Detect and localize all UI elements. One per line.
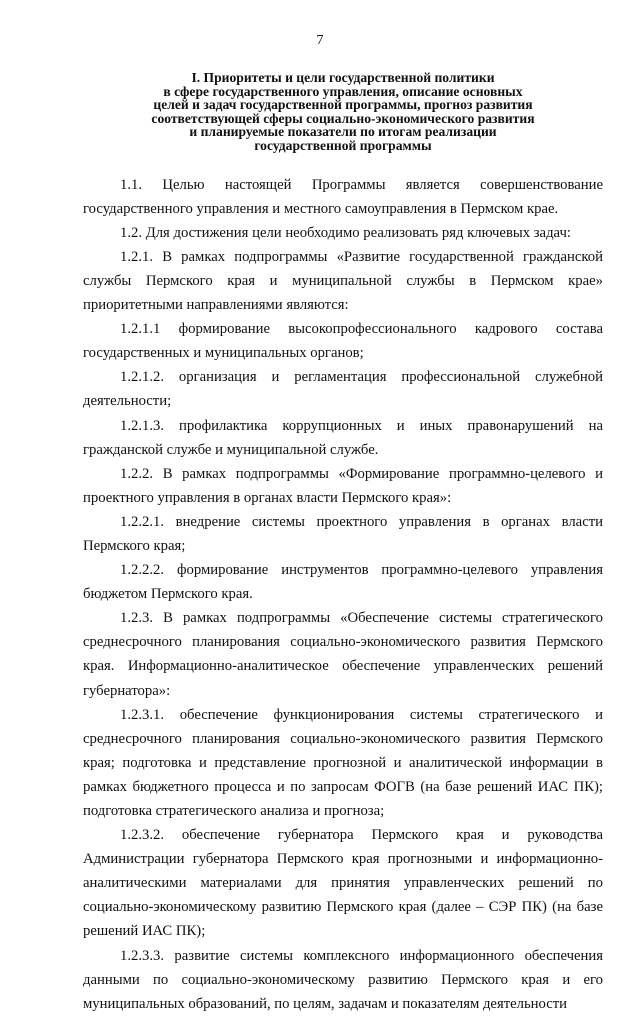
page-number: 7: [316, 33, 324, 48]
paragraph-1-2-1-1: 1.2.1.1 формирование высокопрофессионального кадрового состава государственных и муниципальных органов;: [83, 321, 603, 362]
paragraph-1-2-2: 1.2.2. В рамках подпрограммы «Формирование программно-целевого и проектного управления в органах власти Пермского края»:: [83, 465, 603, 506]
paragraph-1-2-2-2: 1.2.2.2. формирование инструментов программно-целевого управления бюджетом Пермского края.: [83, 562, 603, 603]
paragraph-1-1: 1.1. Целью настоящей Программы является совершенствование государственного управления и местного самоуправления в Пермском крае.: [83, 176, 603, 217]
paragraph-1-2-3-3: 1.2.3.3. развитие системы комплексного информационного обеспечения данными по социально-экономическому развитию Пермского края и его муниципальных образований, по целям, задачам и показателям деятельности: [83, 947, 603, 1012]
paragraph-1-2: 1.2. Для достижения цели необходимо реализовать ряд ключевых задач:: [120, 224, 571, 241]
section-title-line: I. Приоритеты и цели государственной политики: [191, 70, 495, 85]
paragraph-1-2-1-3: 1.2.1.3. профилактика коррупционных и иных правонарушений на гражданской службе и муниципальной службе.: [83, 417, 603, 458]
paragraph-1-2-1: 1.2.1. В рамках подпрограммы «Развитие государственной гражданской службы Пермского края и муниципальной службы в Пермском крае» приоритетными направлениями являются:: [83, 248, 603, 314]
section-title-line: и планируемые показатели по итогам реализации: [189, 124, 497, 140]
section-title-line: соответствующей сферы социально-экономического развития: [151, 110, 535, 126]
section-title-line: в сфере государственного управления, описание основных: [163, 83, 523, 99]
section-title: [83, 71, 603, 153]
section-title-line: целей и задач государственной программы, прогноз развития: [153, 97, 533, 113]
paragraph-1-2-3-1: 1.2.3.1. обеспечение функционирования системы стратегического и среднесрочного планирования социально-экономического развития Пермского края; подготовка и представление прогнозной и аналитической информации в рамках бюджетного процесса и по запросам ФОГВ (на базе решений ИАС ПК); подготовка стратегического анализа и прогноза;: [83, 706, 603, 819]
paragraph-1-2-2-1: 1.2.2.1. внедрение системы проектного управления в органах власти Пермского края;: [83, 513, 603, 554]
document-body: [83, 173, 603, 1016]
paragraph-1-2-3-2: 1.2.3.2. обеспечение губернатора Пермского края и руководства Администрации губернатора Пермского края прогнозными и информационно-аналитическими материалами для принятия управленческих решений по социально-экономическому развитию Пермского края (далее – СЭР ПК) (на базе решений ИАС ПК);: [83, 827, 603, 940]
paragraph-1-2-1-2: 1.2.1.2. организация и регламентация профессиональной служебной деятельности;: [83, 369, 603, 410]
paragraph-1-2-3: 1.2.3. В рамках подпрограммы «Обеспечение системы стратегического среднесрочного планирования социально-экономического развития Пермского края. Информационно-аналитическое обеспечение управленческих решений губернатора»:: [83, 610, 603, 699]
section-title-line: государственной программы: [254, 137, 432, 153]
